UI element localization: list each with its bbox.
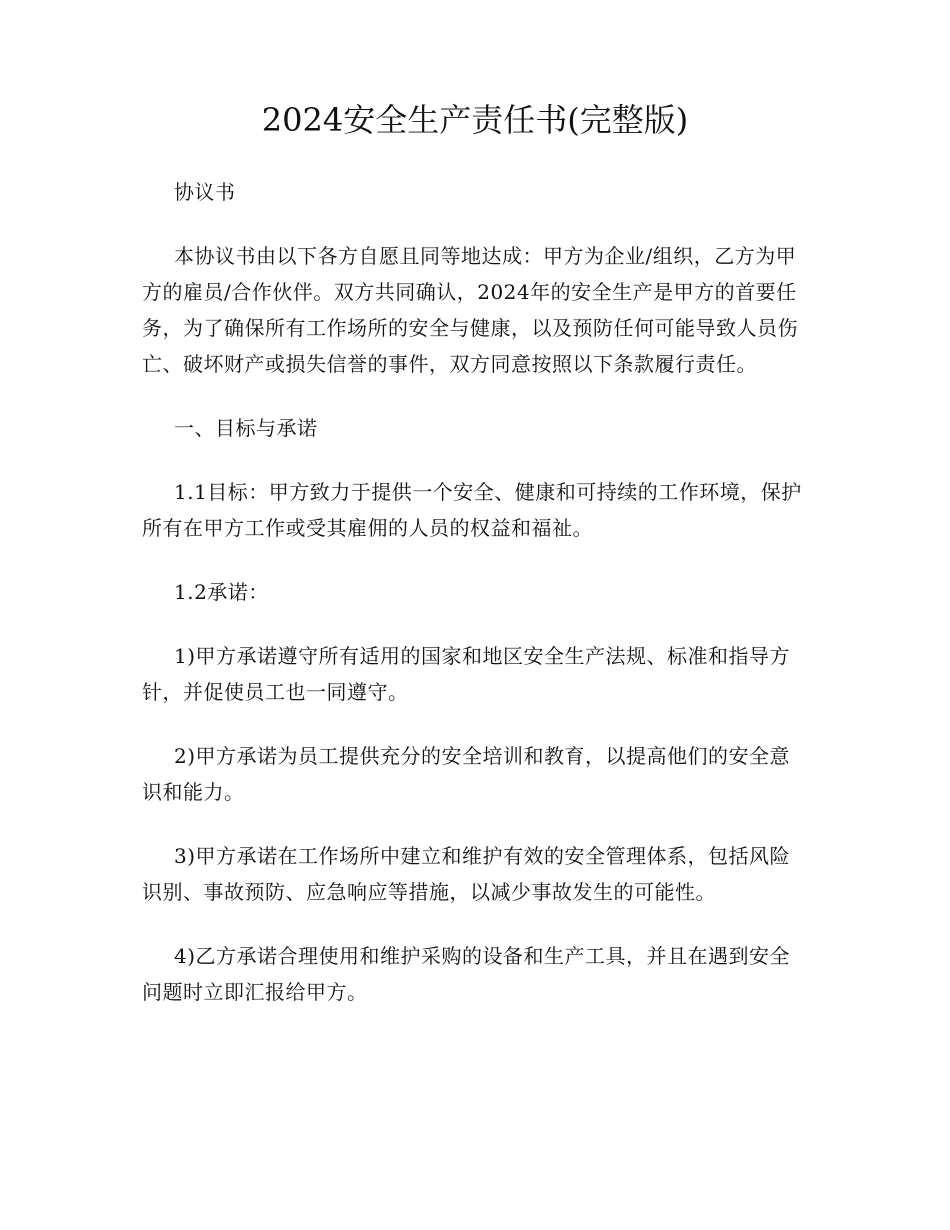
- paragraph-commitment-4: 4)乙方承诺合理使用和维护采购的设备和生产工具，并且在遇到安全问题时立即汇报给甲方。: [142, 944, 791, 1004]
- paragraph-commitment-1: 1)甲方承诺遵守所有适用的国家和地区安全生产法规、标准和指导方针，并促使员工也一同遵守。: [142, 644, 791, 704]
- paragraph-goal: 1.1目标：甲方致力于提供一个安全、健康和可持续的工作环境，保护所有在甲方工作或受其雇佣的人员的权益和福祉。: [142, 480, 802, 540]
- paragraph-commitment-2: 2)甲方承诺为员工提供充分的安全培训和教育，以提高他们的安全意识和能力。: [142, 744, 791, 804]
- paragraph-intro: 本协议书由以下各方自愿且同等地达成：甲方为企业/组织，乙方为甲方的雇员/合作伙伴。双方共同确认，2024年的安全生产是甲方的首要任务，为了确保所有工作场所的安全与健康，以及预防任何可能导致人员伤亡、破坏财产或损失信誉的事件，双方同意按照以下条款履行责任。: [142, 244, 798, 376]
- paragraph-heading-agreement: 协议书: [174, 180, 236, 204]
- section-heading-goals: 一、目标与承诺: [174, 416, 318, 440]
- paragraph-commitment-3: 3)甲方承诺在工作场所中建立和维护有效的安全管理体系，包括风险识别、事故预防、应急响应等措施，以减少事故发生的可能性。: [142, 844, 791, 904]
- paragraph-commitment-heading: 1.2承诺：: [174, 580, 269, 604]
- document-title: 2024安全生产责任书(完整版): [261, 101, 689, 139]
- document-body: [142, 174, 810, 1038]
